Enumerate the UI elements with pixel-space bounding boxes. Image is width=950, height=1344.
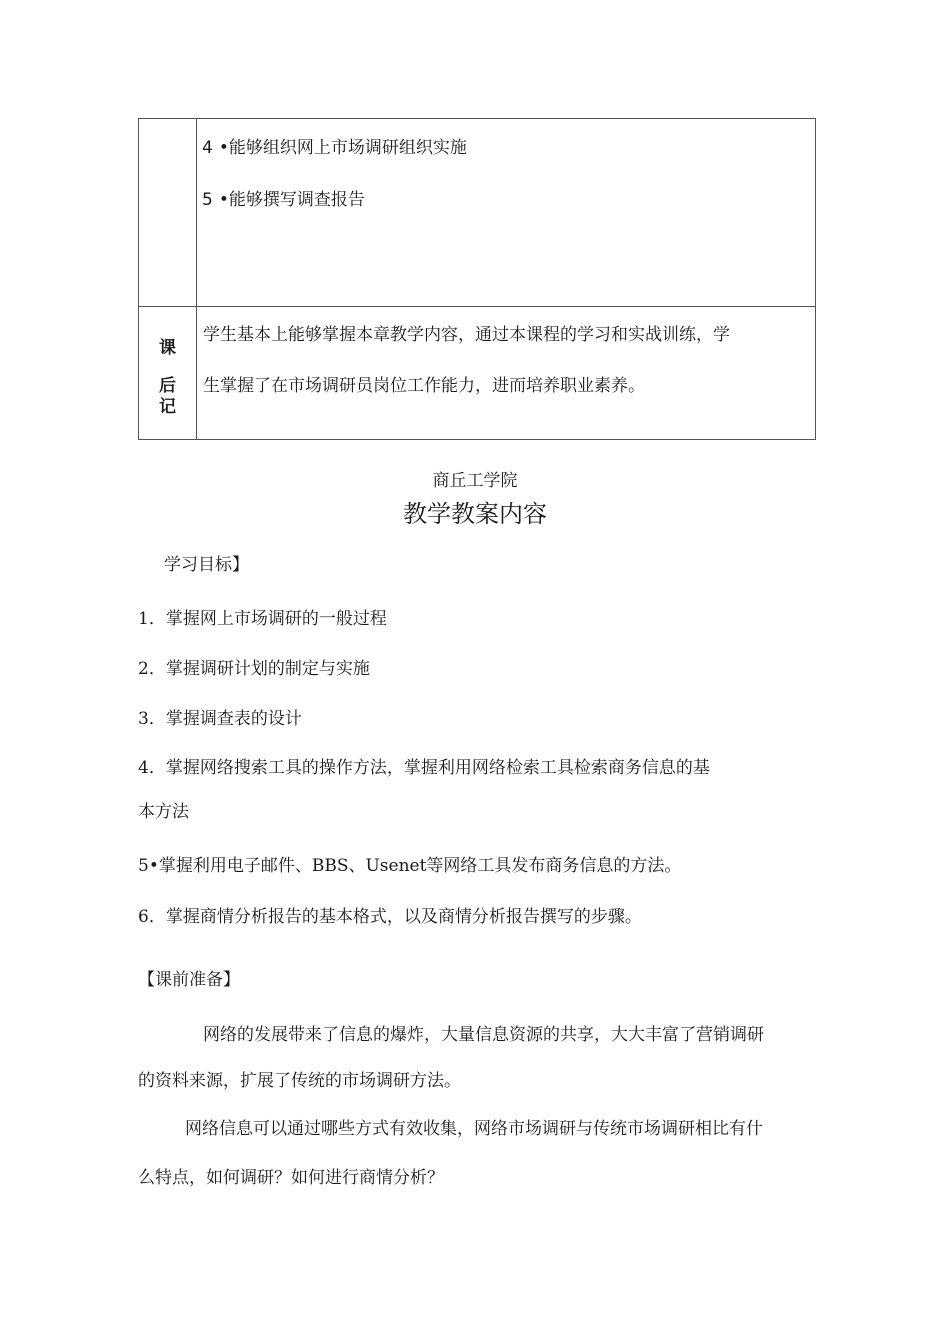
- preparation-paragraph-line: 网络信息可以通过哪些方式有效收集，网络市场调研与传统市场调研相比有什: [185, 1119, 763, 1139]
- objective-item: 3．掌握调查表的设计: [138, 709, 302, 729]
- table-row-divider: [139, 306, 815, 307]
- ability-item-5: 5 •能够撰写调查报告: [202, 190, 365, 210]
- preparation-heading: 【课前准备】: [138, 970, 240, 990]
- after-class-label-char: 后: [159, 376, 176, 396]
- after-class-note-line: 学生基本上能够掌握本章教学内容，通过本课程的学习和实战训练，学: [203, 325, 730, 345]
- objective-item: 2．掌握调研计划的制定与实施: [138, 659, 370, 679]
- lesson-table: [138, 118, 816, 440]
- ability-item-4: 4 •能够组织网上市场调研组织实施: [202, 138, 467, 158]
- after-class-note-line: 生掌握了在市场调研员岗位工作能力，进而培养职业素养。: [203, 376, 645, 396]
- after-class-label-char: 课: [159, 338, 176, 358]
- after-class-label-char: 记: [159, 397, 176, 417]
- table-column-divider: [196, 119, 197, 439]
- objective-item: 5•掌握利用电子邮件、BBS、Usenet等网络工具发布商务信息的方法。: [138, 856, 682, 876]
- objective-item: 1．掌握网上市场调研的一般过程: [138, 609, 387, 629]
- page-title: 教学教案内容: [403, 500, 547, 528]
- preparation-paragraph-line: 网络的发展带来了信息的爆炸，大量信息资源的共享，大大丰富了营销调研: [203, 1025, 764, 1045]
- objective-item: 4．掌握网络搜索工具的操作方法，掌握利用网络检索工具检索商务信息的基: [138, 758, 710, 778]
- objective-item: 6．掌握商情分析报告的基本格式，以及商情分析报告撰写的步骤。: [138, 907, 642, 927]
- objective-item-continuation: 本方法: [138, 802, 189, 822]
- school-name: 商丘工学院: [432, 471, 518, 491]
- preparation-paragraph-line: 的资料来源，扩展了传统的市场调研方法。: [138, 1071, 461, 1091]
- objectives-heading: 学习目标】: [164, 555, 249, 575]
- preparation-paragraph-line: 么特点，如何调研？如何进行商情分析？: [138, 1168, 444, 1188]
